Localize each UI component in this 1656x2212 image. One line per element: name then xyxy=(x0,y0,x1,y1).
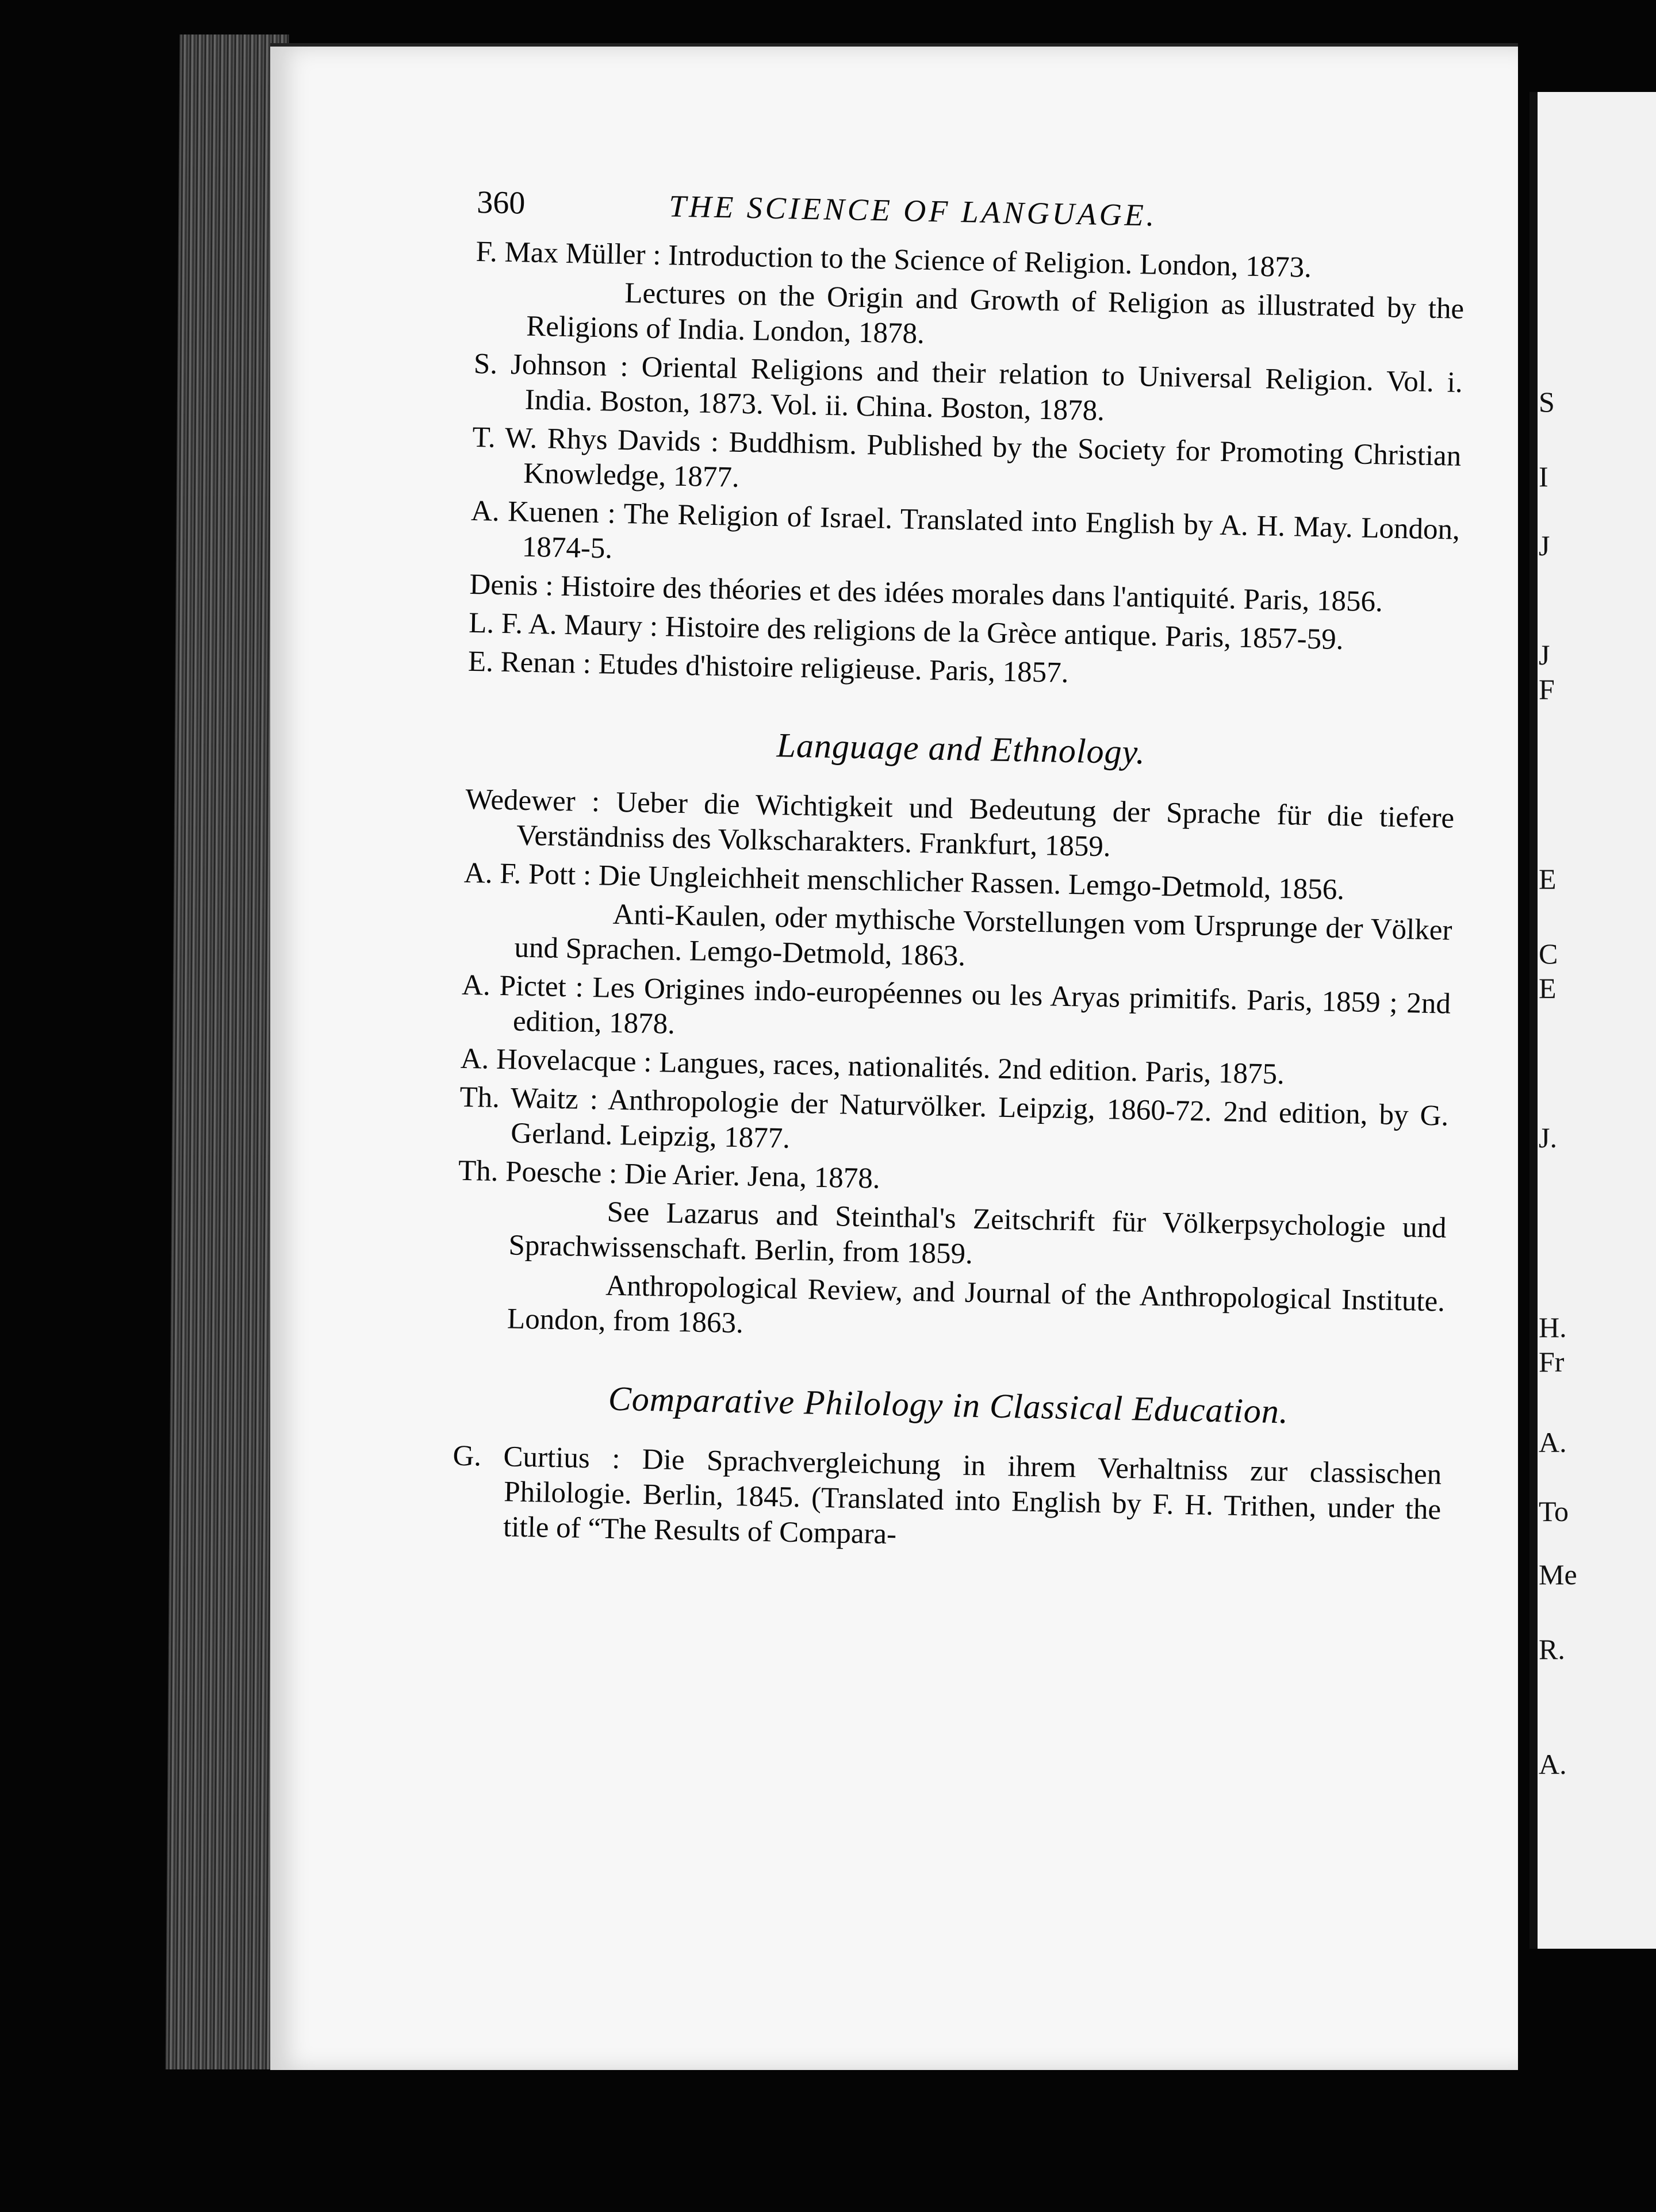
bibliography-section xyxy=(451,1376,1443,1563)
bibliography-entry xyxy=(457,1192,1447,1281)
page-content xyxy=(451,184,1466,1566)
facing-page-fragment: C xyxy=(1539,938,1558,970)
bibliography-entry xyxy=(461,968,1451,1057)
entry-author: A. Kuenen : xyxy=(470,494,616,530)
section-heading: Comparative Philology in Classical Education. xyxy=(608,1379,1289,1431)
running-head-title: THE SCIENCE OF LANGUAGE. xyxy=(668,189,1157,233)
entry-text: Die Sprachvergleichung in ihrem Verhaltniss zur classischen Philologie. Berlin, 1845. (Translated into English by F. H. Trithen, under the title of “The Results of Compara- xyxy=(503,1443,1442,1551)
facing-page-fragment: Fr xyxy=(1539,1346,1565,1378)
entry-text: Die Arier. Jena, 1878. xyxy=(624,1158,881,1195)
bibliography-entry xyxy=(474,273,1465,362)
entry-text: Anti-Kaulen, oder mythische Vorstellungen vom Ursprunge der Völker und Sprachen. Lemgo-Detmold, 1863. xyxy=(513,898,1452,973)
entry-author: G. Curtius : xyxy=(452,1439,620,1476)
bibliography-entry xyxy=(451,1439,1442,1563)
page-number: 360 xyxy=(476,184,526,221)
entry-text: Histoire des religions de la Grèce antique. Paris, 1857-59. xyxy=(665,610,1344,656)
entry-author: A. Hovelacque : xyxy=(460,1042,653,1079)
bibliography-entry xyxy=(462,894,1452,984)
facing-page-fragment: J. xyxy=(1539,1122,1557,1154)
facing-page-fragment: A. xyxy=(1539,1748,1567,1780)
entry-text: Anthropologie der Naturvölker. Leipzig, 1860-72. 2nd edition, by G. Gerland. Leipzig, 1877. xyxy=(510,1084,1449,1155)
bibliography-entry xyxy=(473,347,1463,436)
entry-text: Introduction to the Science of Religion. London, 1873. xyxy=(668,239,1312,284)
bibliography-entry xyxy=(465,782,1455,871)
entry-text: Oriental Religions and their relation to Universal Religion. Vol. i. India. Boston, 1873. Vol. ii. China. Boston, 1878. xyxy=(524,351,1463,428)
facing-page-fragment: H. xyxy=(1539,1311,1567,1343)
entry-text: See Lazarus and Steinthal's Zeitschrift für Völkerpsychologie und Sprachwissenschaft. Berlin, from 1859. xyxy=(508,1196,1447,1270)
facing-page-fragment: S xyxy=(1539,386,1555,418)
entry-text: The Religion of Israel. Translated into English by A. H. May. London, 1874-5. xyxy=(522,497,1460,565)
facing-page-fragment: E xyxy=(1539,972,1557,1004)
entry-text: Anthropological Review, and Journal of the Anthropological Institute. London, from 1863. xyxy=(507,1269,1446,1340)
facing-page-fragment: R. xyxy=(1539,1633,1565,1665)
bibliography-entry xyxy=(470,494,1460,583)
entry-text: Histoire des théories et des idées morales dans l'antiquité. Paris, 1856. xyxy=(560,570,1383,619)
entry-author: T. W. Rhys Davids : xyxy=(471,421,719,459)
entry-author: A. Pictet : xyxy=(461,969,584,1004)
entry-text: Etudes d'histoire religieuse. Paris, 1857. xyxy=(598,648,1069,689)
entry-author: S. Johnson : xyxy=(473,347,629,383)
entry-text: Die Ungleichheit menschlicher Rassen. Lemgo-Detmold, 1856. xyxy=(598,859,1345,907)
bibliography-entry xyxy=(471,420,1462,509)
entry-author: Th. Waitz : xyxy=(459,1081,599,1116)
bibliography-entry xyxy=(455,1266,1446,1355)
facing-page-fragment: A. xyxy=(1539,1426,1567,1458)
facing-page-fragment: E xyxy=(1539,863,1557,895)
facing-page-fragment: F xyxy=(1539,673,1555,705)
entry-author: Wedewer : xyxy=(465,783,600,819)
entry-author: A. F. Pott : xyxy=(463,857,592,892)
facing-page-edge xyxy=(1529,92,1656,1949)
entry-text: Langues, races, nationalités. 2nd edition. Paris, 1875. xyxy=(658,1046,1285,1091)
facing-page-fragment: I xyxy=(1539,460,1548,493)
bibliography-section xyxy=(455,720,1456,1355)
entry-author: E. Renan : xyxy=(467,645,592,680)
bibliography-sections xyxy=(451,235,1465,1563)
entry-text: Les Origines indo-européennes ou les Aryas primitifs. Paris, 1859 ; 2nd edition, 1878. xyxy=(512,971,1451,1040)
facing-page-fragment: Me xyxy=(1539,1558,1577,1591)
entry-text: Lectures on the Origin and Growth of Religion as illustrated by the Religions of India. London, 1878. xyxy=(526,276,1465,350)
section-heading: Language and Ethnology. xyxy=(776,726,1146,771)
entry-text: Buddhism. Published by the Society for Promoting Christian Knowledge, 1877. xyxy=(523,426,1462,494)
bibliography-section xyxy=(467,235,1465,698)
entry-author: Denis : xyxy=(469,568,554,602)
entry-author: F. Max Müller : xyxy=(476,235,661,272)
bibliography-entry xyxy=(459,1080,1449,1169)
entry-text: Ueber die Wichtigkeit und Bedeutung der Sprache für die tiefere Verständniss des Volkscharakters. Frankfurt, 1859. xyxy=(516,786,1455,863)
entry-author: L. F. A. Maury : xyxy=(468,606,658,643)
facing-page-fragment: J xyxy=(1539,529,1550,562)
facing-page-fragment: To xyxy=(1539,1495,1569,1527)
entry-author: Th. Poesche : xyxy=(458,1154,618,1190)
facing-page-fragment: J xyxy=(1539,639,1550,671)
